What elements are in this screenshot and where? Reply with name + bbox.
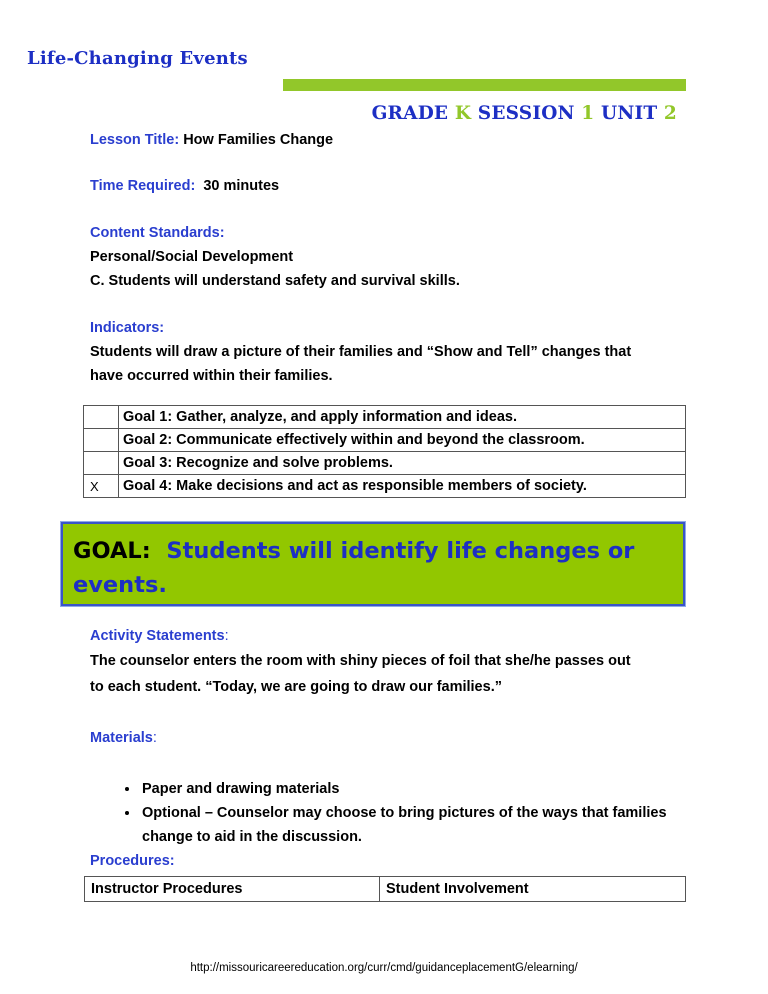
goal-text: Goal 1: Gather, analyze, and apply information and ideas.: [119, 406, 686, 429]
activity-line-1: The counselor enters the room with shiny pieces of foil that she/he passes out: [90, 653, 631, 669]
goal-text-body: Students will identify life changes or events.: [73, 538, 635, 598]
indicators-line-1: Students will draw a picture of their families and “Show and Tell” changes that: [90, 344, 632, 360]
indicators-label: Indicators:: [90, 320, 165, 336]
lesson-title-line: [90, 132, 333, 148]
standards-line-1: Personal/Social Development: [90, 249, 294, 265]
goals-table: [83, 405, 686, 498]
goal-lead: GOAL:: [73, 538, 151, 564]
header-accent-bar: [283, 79, 686, 91]
goal-mark: [84, 429, 119, 452]
grade-session-unit: [372, 103, 677, 124]
activity-heading: [90, 628, 229, 644]
goal-text: Goal 2: Communicate effectively within and beyond the classroom.: [119, 429, 686, 452]
standards-line-2: C. Students will understand safety and survival skills.: [90, 273, 460, 289]
indicators-line-2: have occurred within their families.: [90, 368, 333, 384]
materials-heading: [90, 730, 157, 746]
list-item: • Paper and drawing materials: [140, 777, 700, 801]
unit-value: 2: [663, 103, 677, 124]
activity-colon: :: [224, 628, 229, 644]
grade-prefix: GRADE: [371, 103, 455, 124]
footer-url: http://missouricareereducation.org/curr/cmd/guidanceplacementG/elearning/: [190, 962, 578, 974]
table-row: [85, 877, 686, 902]
goal-text: Goal 3: Recognize and solve problems.: [119, 452, 686, 475]
goal-mark: X: [84, 475, 119, 498]
unit-prefix: UNIT: [594, 103, 664, 124]
goal-text: Goal 4: Make decisions and act as responsible members of society.: [119, 475, 686, 498]
procedures-label: Procedures:: [90, 853, 175, 869]
list-item: • Optional – Counselor may choose to bring pictures of the ways that families change to aid in the discussion.: [140, 801, 700, 849]
goal-mark: [84, 406, 119, 429]
time-required-line: [90, 178, 279, 194]
time-required-label: Time Required:: [90, 178, 196, 194]
goal-statement: [73, 534, 673, 602]
document-title: Life-Changing Events: [27, 48, 248, 69]
grade-value: K: [454, 103, 472, 124]
lesson-title-label: Lesson Title:: [90, 132, 180, 148]
goal-mark: [84, 452, 119, 475]
materials-list: [90, 777, 700, 849]
table-row: [84, 475, 686, 498]
table-row: [84, 452, 686, 475]
content-standards-label: Content Standards:: [90, 225, 225, 241]
goal-callout-box: [61, 522, 685, 606]
session-prefix: SESSION: [471, 103, 582, 124]
activity-line-2: to each student. “Today, we are going to draw our families.”: [90, 679, 502, 695]
lesson-title-value: How Families Change: [183, 132, 334, 148]
table-row: [84, 429, 686, 452]
materials-label: Materials: [90, 730, 153, 746]
procedures-table: [84, 876, 686, 902]
table-row: [84, 406, 686, 429]
procedures-col-student: Student Involvement: [380, 877, 686, 902]
procedures-col-instructor: Instructor Procedures: [85, 877, 380, 902]
session-value: 1: [581, 103, 595, 124]
activity-label: Activity Statements: [90, 628, 225, 644]
materials-colon: :: [152, 730, 157, 746]
time-required-value: 30 minutes: [203, 178, 280, 194]
